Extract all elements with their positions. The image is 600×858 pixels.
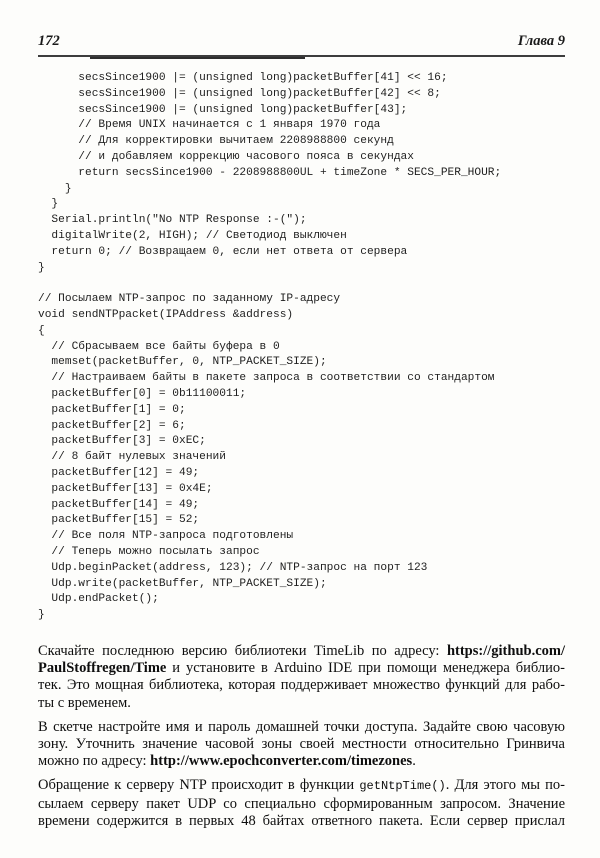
code-line: } <box>38 198 59 211</box>
text-segment: и установите в Arduino IDE при помощи менеджера библио- <box>166 660 565 677</box>
text-segment: Обращение к серверу NTP происходит в функции <box>38 777 360 794</box>
text-segment: зону. Уточнить значение часовой зоны своей местности относительно Гринвича <box>38 735 565 752</box>
code-line: Serial.println("No NTP Response :-("); <box>38 214 307 227</box>
text-line <box>38 813 565 830</box>
code-line: Udp.beginPacket(address, 123); // NTP-запрос на порт 123 <box>38 561 428 574</box>
text-segment: можно по адресу: <box>38 753 151 770</box>
code-line: // 8 байт нулевых значений <box>38 451 226 464</box>
code-line: // Посылаем NTP-запрос по заданному IP-адресу <box>38 293 341 306</box>
text-line <box>38 736 565 753</box>
code-line: // Время UNIX начинается с 1 января 1970 года <box>38 119 381 132</box>
code-line: { <box>38 324 45 337</box>
text-segment: ты с временем. <box>38 694 131 711</box>
text-segment: сылаем серверу пакет UDP со специально сформированным запросом. Значение <box>38 795 565 812</box>
code-line: void sendNTPpacket(IPAddress &address) <box>38 308 294 321</box>
code-listing <box>38 71 565 624</box>
code-line: } <box>38 182 72 195</box>
paragraph <box>38 643 565 712</box>
text-line <box>38 660 565 677</box>
code-line: packetBuffer[1] = 0; <box>38 403 186 416</box>
chapter-title: Глава 9 <box>517 33 565 49</box>
text-segment: времени содержится в первых 48 байтах ответного пакета. Если сервер прислал <box>38 812 565 829</box>
code-line: secsSince1900 |= (unsigned long)packetBuffer[42] << 8; <box>38 87 441 100</box>
text-segment: . Для этого мы по- <box>445 777 566 794</box>
url-text: http://www.epochconverter.com/timezones <box>150 753 413 770</box>
text-line <box>38 677 565 694</box>
text-line <box>38 695 565 712</box>
text-line <box>38 753 565 770</box>
code-line: packetBuffer[13] = 0x4E; <box>38 482 213 495</box>
paragraph <box>38 719 565 771</box>
code-line: secsSince1900 |= (unsigned long)packetBuffer[43]; <box>38 103 408 116</box>
code-line: packetBuffer[14] = 49; <box>38 498 200 511</box>
text-segment: Скачайте последнюю версию библиотеки TimeLib по адресу: <box>38 642 447 659</box>
page-number: 172 <box>38 33 60 49</box>
text-segment: В скетче настройте имя и пароль домашней точки доступа. Задайте свою часовую <box>38 718 565 735</box>
text-line <box>38 643 565 660</box>
code-line: packetBuffer[2] = 6; <box>38 419 186 432</box>
code-line: packetBuffer[3] = 0xEC; <box>38 435 206 448</box>
code-line: packetBuffer[0] = 0b11100011; <box>38 387 247 400</box>
text-line <box>38 719 565 736</box>
url-text: https://github.com/ <box>446 642 565 659</box>
text-line <box>38 777 565 795</box>
code-line <box>38 276 565 292</box>
url-text: PaulStoffregen/Time <box>38 660 167 677</box>
code-line: // Настраиваем байты в пакете запроса в соответствии со стандартом <box>38 372 495 385</box>
code-line: packetBuffer[15] = 52; <box>38 514 200 527</box>
code-line: // Теперь можно посылать запрос <box>38 545 260 558</box>
code-line: Udp.write(packetBuffer, NTP_PACKET_SIZE); <box>38 577 327 590</box>
code-line: return secsSince1900 - 2208988800UL + timeZone * SECS_PER_HOUR; <box>38 166 502 179</box>
code-line: memset(packetBuffer, 0, NTP_PACKET_SIZE); <box>38 356 327 369</box>
code-line: // Сбрасываем все байты буфера в 0 <box>38 340 280 353</box>
code-line: Udp.endPacket(); <box>38 593 159 606</box>
text-line <box>38 796 565 813</box>
code-line: digitalWrite(2, HIGH); // Светодиод выключен <box>38 229 347 242</box>
header-rule <box>90 57 305 59</box>
code-line: // и добавляем коррекцию часового пояса в секундах <box>38 150 414 163</box>
body-paragraphs <box>38 643 565 830</box>
code-line: // Все поля NTP-запроса подготовлены <box>38 530 294 543</box>
running-head <box>38 33 565 57</box>
code-line: } <box>38 609 45 622</box>
code-line: } <box>38 261 45 274</box>
code-line: // Для корректировки вычитаем 2208988800 секунд <box>38 135 394 148</box>
text-segment: . <box>412 753 416 770</box>
code-line: secsSince1900 |= (unsigned long)packetBuffer[41] << 16; <box>38 72 448 84</box>
text-segment: тек. Это мощная библиотека, которая поддерживает множество функций для рабо- <box>38 677 565 694</box>
inline-code: getNtpTime() <box>359 779 446 794</box>
code-line: packetBuffer[12] = 49; <box>38 466 200 479</box>
paragraph <box>38 777 565 830</box>
code-line: return 0; // Возвращаем 0, если нет ответа от сервера <box>38 245 408 258</box>
